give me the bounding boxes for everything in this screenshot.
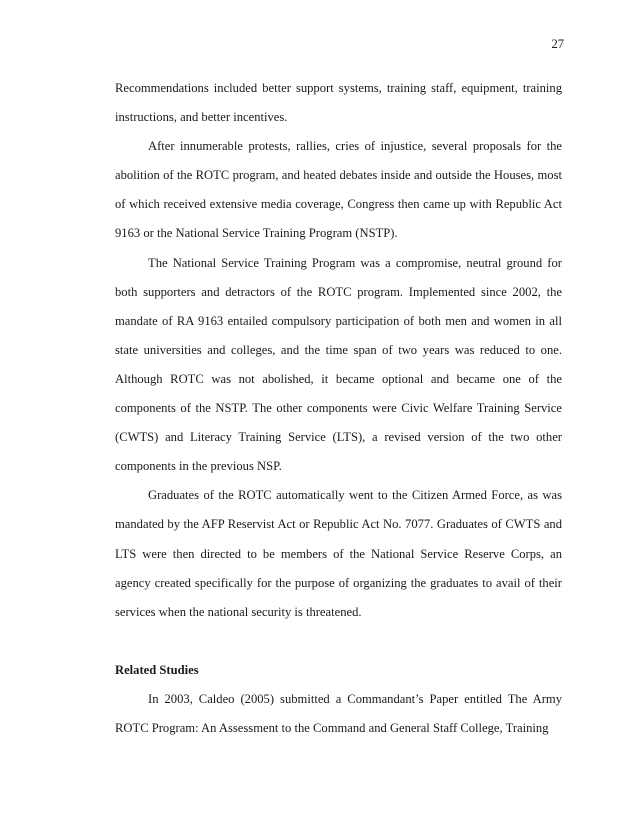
page-number: 27	[551, 37, 564, 51]
paragraph-caldeo: In 2003, Caldeo (2005) submitted a Commandant’s Paper entitled The Army ROTC Program: An Assessment to the Command and General Staff College, Training	[115, 691, 562, 736]
body-text	[115, 74, 562, 743]
section-heading: Related Studies	[115, 662, 199, 677]
paragraph-nstp: The National Service Training Program was a compromise, neutral ground for both supporters and detractors of the ROTC program. Implemented since 2002, the mandate of RA 9163 entailed compulsory participation of both men and women in all state universities and colleges, and the time span of two years was reduced to one. Although ROTC was not abolished, it became optional and became one of the components of the NSTP. The other components were Civic Welfare Training Service (CWTS) and Literacy Training Service (LTS), a revised version of the two other components in the previous NSP.	[115, 255, 562, 474]
paragraph-recommendations: Recommendations included better support systems, training staff, equipment, training instructions, and better incentives.	[115, 81, 562, 125]
paragraph-protests: After innumerable protests, rallies, cries of injustice, several proposals for the abolition of the ROTC program, and heated debates inside and outside the Houses, most of which received extensive media coverage, Congress then came up with Republic Act 9163 or the National Service Training Program (NSTP).	[115, 139, 562, 241]
paragraph-graduates: Graduates of the ROTC automatically went to the Citizen Armed Force, as was mandated by the AFP Reservist Act or Republic Act No. 7077. Graduates of CWTS and LTS were then directed to be members of the National Service Reserve Corps, an agency created specifically for the purpose of organizing the graduates to avail of their services when the national security is threatened.	[115, 488, 562, 619]
